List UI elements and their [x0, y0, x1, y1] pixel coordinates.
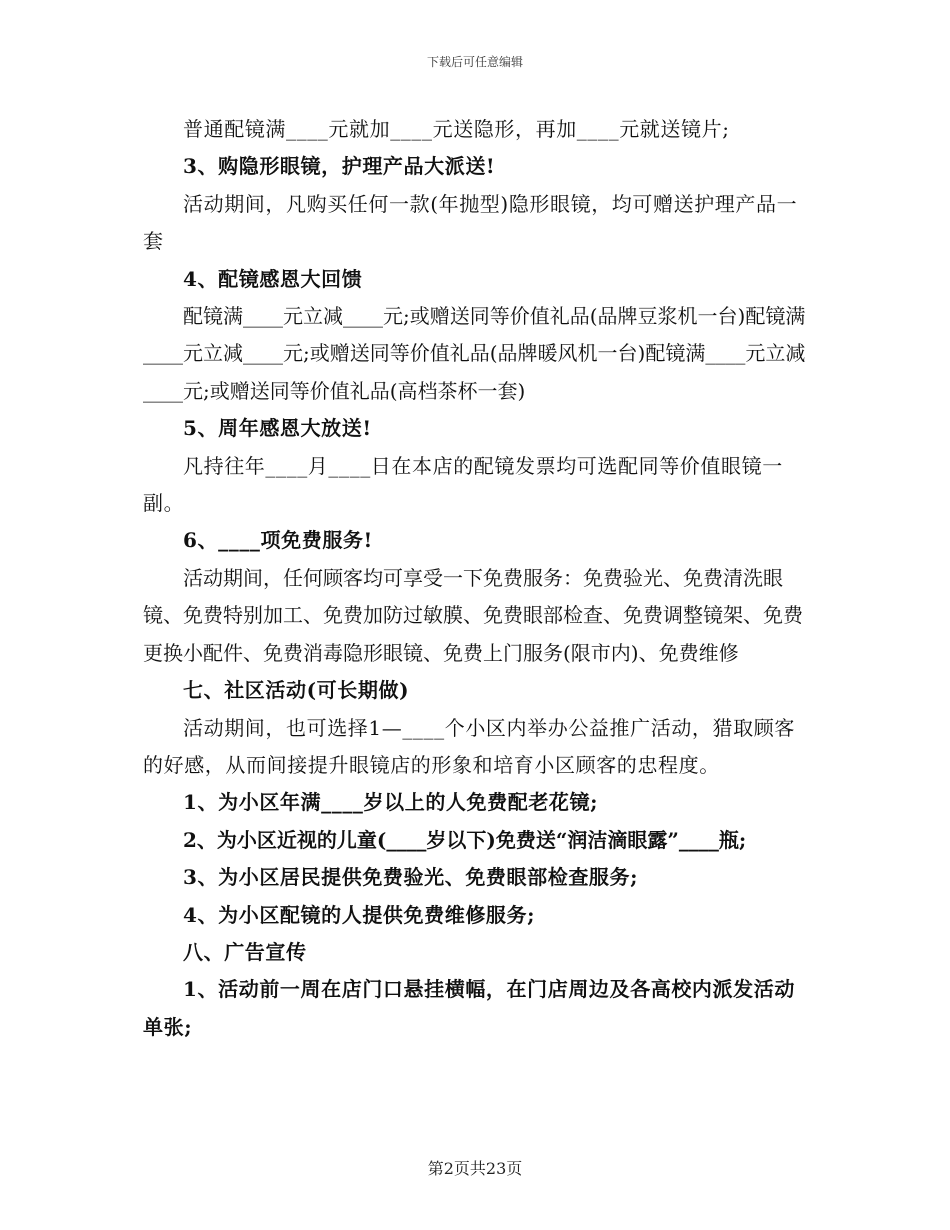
paragraph-free-services: 活动期间，任何顾客均可享受一下免费服务：免费验光、免费清洗眼镜、免费特别加工、免费加防过敏膜、免费眼部检查、免费调整镜架、免费更换小配件、免费消毒隐形眼镜、免费上门服务(限市内)、免费维修 — [143, 565, 803, 665]
community-item-2: 2、为小区近视的儿童(____岁以下)免费送“润洁滴眼露”____瓶; — [183, 827, 747, 852]
paragraph-discount-gifts: 配镜满____元立减____元;或赠送同等价值礼品(品牌豆浆机一台)配镜满____元立减____元;或赠送同等价值礼品(品牌暖风机一台)配镜满____元立减____元;或赠送同等价值礼品(高档茶杯一套) — [143, 304, 806, 403]
item-5-title: 5、周年感恩大放送! — [183, 416, 372, 441]
paragraph-glasses-promo: 普通配镜满____元就加____元送隐形，再加____元就送镜片; — [183, 117, 730, 141]
page-footer: 第2页共23页 — [427, 1159, 523, 1178]
page-header: 下载后可任意编辑 — [426, 55, 523, 69]
community-item-4: 4、为小区配镜的人提供免费维修服务; — [183, 902, 536, 927]
paragraph-contact-lens: 活动期间，凡购买任何一款(年抛型)隐形眼镜，均可赠送护理产品一套 — [143, 191, 798, 254]
item-6-title: 6、____项免费服务! — [183, 528, 373, 553]
community-item-1: 1、为小区年满____岁以上的人免费配老花镜; — [183, 790, 599, 815]
advertising-item-1: 1、活动前一周在店门口悬挂横幅，在门店周边及各高校内派发活动单张; — [143, 977, 795, 1039]
section-8-heading: 八、广告宣传 — [183, 939, 307, 964]
paragraph-receipt-offer: 凡持往年____月____日在本店的配镜发票均可选配同等价值眼镜一副。 — [143, 453, 783, 516]
document-body — [143, 111, 813, 1046]
section-7-heading: 七、社区活动(可长期做) — [183, 678, 410, 703]
community-item-3: 3、为小区居民提供免费验光、免费眼部检查服务; — [183, 865, 639, 890]
item-4-title: 4、配镜感恩大回馈 — [183, 266, 363, 291]
paragraph-community-activity: 活动期间，也可选择1—____个小区内举办公益推广活动，猎取顾客的好感，从而间接提升眼镜店的形象和培育小区顾客的忠程度。 — [143, 715, 795, 777]
item-3-title: 3、购隐形眼镜，护理产品大派送! — [183, 154, 496, 179]
